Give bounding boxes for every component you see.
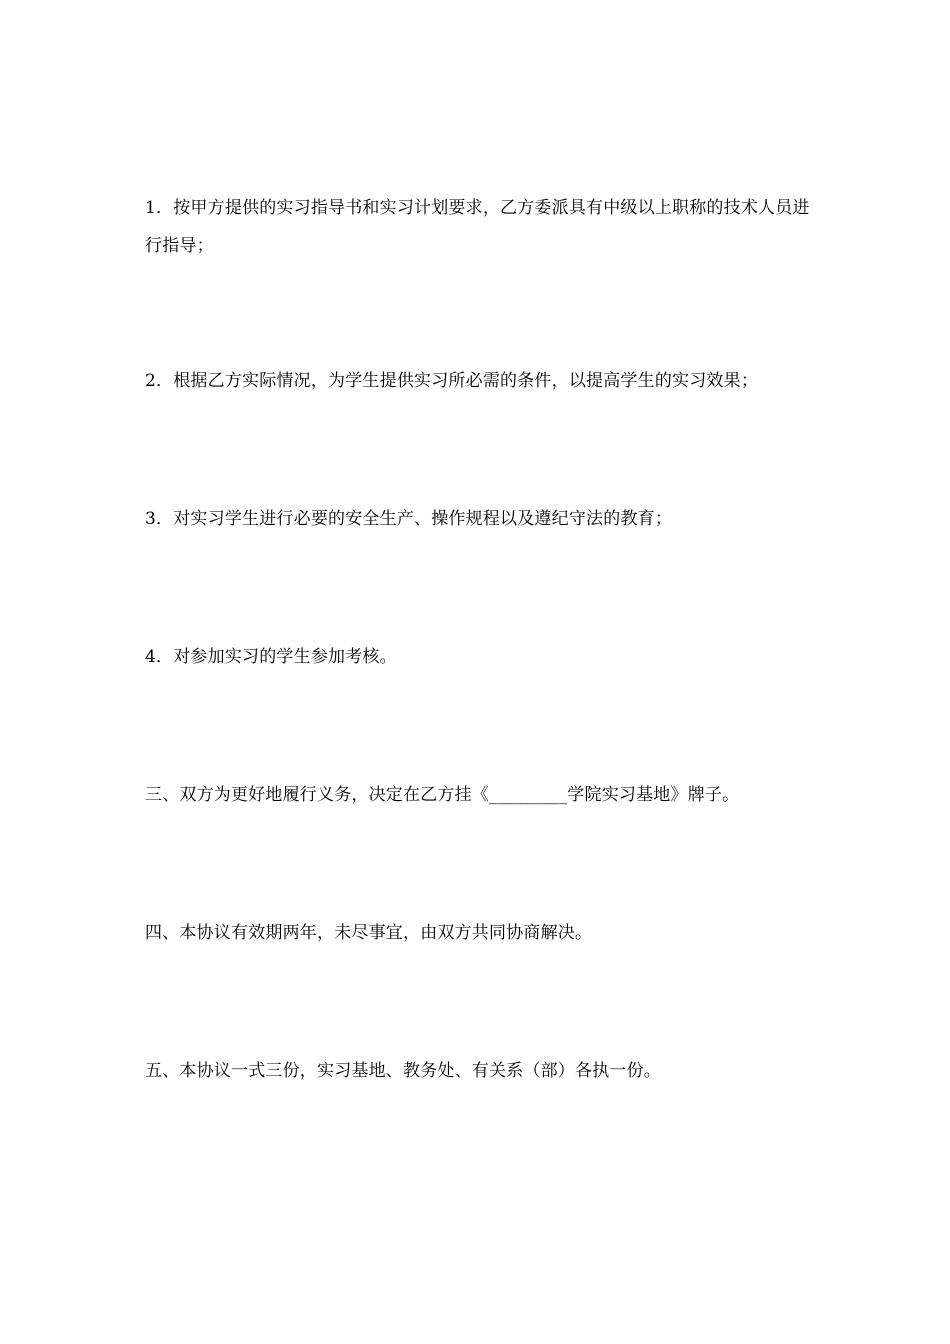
clause-2-conditions: 2．根据乙方实际情况，为学生提供实习所必需的条件，以提高学生的实习效果； bbox=[145, 371, 759, 391]
clause-4-assessment: 4．对参加实习的学生参加考核。 bbox=[145, 647, 397, 667]
clause-3-safety-education: 3．对实习学生进行必要的安全生产、操作规程以及遵纪守法的教育； bbox=[145, 509, 673, 529]
section-3-base-plaque: 三、双方为更好地履行义务，决定在乙方挂《_________学院实习基地》牌子。 bbox=[145, 785, 740, 805]
section-4-validity: 四、本协议有效期两年，未尽事宜，由双方共同协商解决。 bbox=[145, 923, 593, 943]
clause-1-instruction: 1．按甲方提供的实习指导书和实习计划要求，乙方委派具有中级以上职称的技术人员进行指导； bbox=[145, 198, 810, 256]
section-5-copies: 五、本协议一式三份，实习基地、教务处、有关系（部）各执一份。 bbox=[145, 1061, 661, 1081]
